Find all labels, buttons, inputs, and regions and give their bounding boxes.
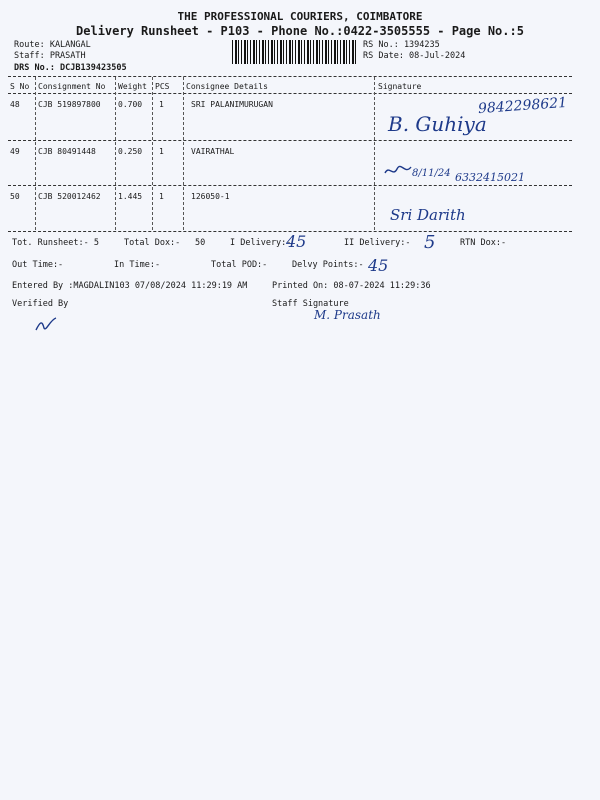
table-top-rule: [8, 76, 572, 77]
handwritten-date: 8/11/24: [412, 168, 451, 179]
handwritten-signature: B. Guhiya: [388, 112, 487, 136]
staff-label: Staff: PRASATH: [14, 51, 86, 61]
total-dox-value: 50: [195, 238, 206, 248]
printed-on: Printed On: 08-07-2024 11:29:36: [272, 281, 431, 291]
drs-number: DRS No.: DCJB139423505: [14, 63, 127, 73]
row-sno: 48: [10, 100, 20, 109]
row-consignee: SRI PALANIMURUGAN: [191, 100, 273, 109]
col-weight: Weight: [118, 82, 147, 91]
i-delivery-label: I Delivery:-: [230, 238, 292, 248]
row-sno: 50: [10, 192, 20, 201]
col-divider: [115, 77, 116, 230]
staff-signature-hand: M. Prasath: [314, 308, 381, 322]
col-sno: S No: [10, 82, 30, 91]
route-label: Route: KALANGAL: [14, 40, 91, 50]
tot-runsheet: Tot. Runsheet:- 5: [12, 238, 99, 248]
rs-number: RS No.: 1394235: [363, 40, 440, 50]
rtn-dox-label: RTN Dox:-: [460, 238, 507, 248]
verifier-signature-mark: [34, 314, 64, 338]
row-weight: 1.445: [118, 192, 143, 201]
ii-delivery-label: II Delivery:-: [344, 238, 411, 248]
row-weight: 0.700: [118, 100, 143, 109]
col-divider: [152, 77, 153, 230]
row-consignment: CJB 519897800: [38, 100, 101, 109]
entered-by: Entered By :MAGDALIN103 07/08/2024 11:29:19 AM: [12, 281, 248, 291]
handwritten-phone: 9842298621: [477, 94, 568, 118]
out-time-label: Out Time:-: [12, 260, 64, 270]
col-divider: [35, 77, 36, 230]
col-consignment: Consignment No: [38, 82, 106, 91]
verified-by-label: Verified By: [12, 299, 69, 309]
delvy-points-hand: 45: [368, 256, 389, 275]
delvy-points-label: Delvy Points:-: [292, 260, 364, 270]
rs-date: RS Date: 08-Jul-2024: [363, 51, 466, 61]
row-pcs: 1: [159, 192, 164, 201]
row-consignee: 126050-1: [191, 192, 230, 201]
row-rule: [8, 185, 572, 186]
handwritten-phone: 6332415021: [455, 171, 525, 184]
row-pcs: 1: [159, 147, 164, 156]
i-delivery-hand: 45: [286, 232, 307, 251]
handwritten-signature: Sri Darith: [390, 206, 466, 224]
handwritten-signature-mark: [383, 163, 413, 183]
row-pcs: 1: [159, 100, 164, 109]
company-name: THE PROFESSIONAL COURIERS, COIMBATORE: [177, 10, 423, 23]
total-pod-label: Total POD:-: [211, 260, 268, 270]
table-header-rule: [8, 93, 572, 94]
row-sno: 49: [10, 147, 20, 156]
row-weight: 0.250: [118, 147, 143, 156]
ii-delivery-hand: 5: [424, 232, 436, 253]
row-consignee: VAIRATHAL: [191, 147, 235, 156]
in-time-label: In Time:-: [114, 260, 161, 270]
total-dox-label: Total Dox:-: [124, 238, 181, 248]
barcode: [232, 40, 357, 64]
row-consignment: CJB 80491448: [38, 147, 96, 156]
row-consignment: CJB 520012462: [38, 192, 101, 201]
col-signature: Signature: [378, 82, 422, 91]
col-divider: [374, 77, 375, 230]
staff-signature-label: Staff Signature: [272, 299, 349, 309]
row-rule: [8, 140, 572, 141]
col-divider: [183, 77, 184, 230]
col-pcs: PCS: [155, 82, 170, 91]
runsheet-title: Delivery Runsheet - P103 - Phone No.:0422-3505555 - Page No.:5: [76, 24, 524, 38]
col-consignee: Consignee Details: [186, 82, 268, 91]
